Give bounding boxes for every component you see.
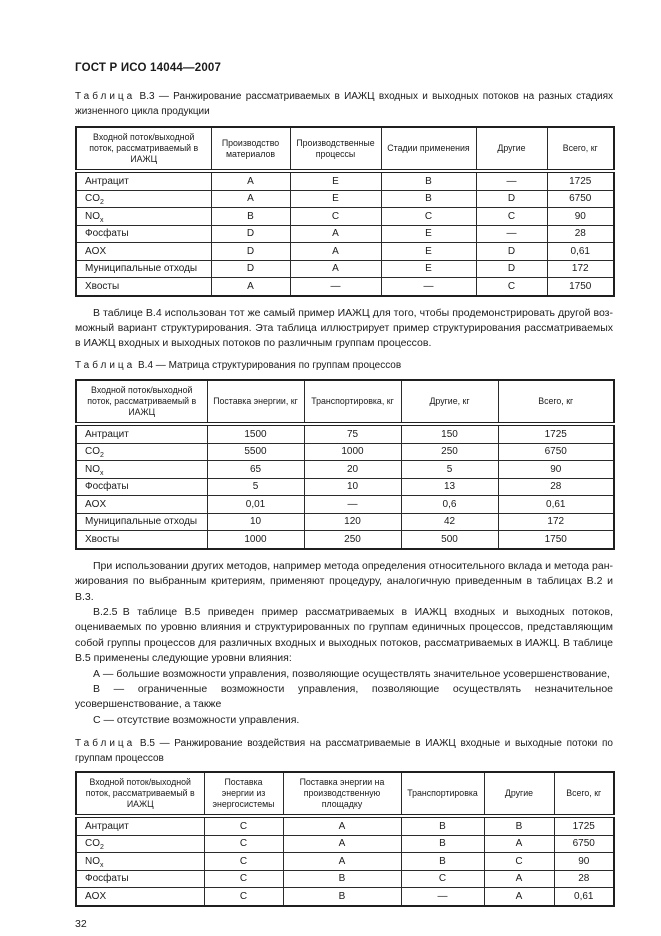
caption-text: — Матрица структурирования по группам процессов <box>155 359 402 371</box>
table-cell: E <box>290 190 381 208</box>
flow-label: $CO_2$ <box>76 443 207 461</box>
table-cell: A <box>484 888 554 906</box>
table-row <box>76 424 614 443</box>
column-header: Другие <box>476 127 547 171</box>
table-cell: E <box>381 225 476 243</box>
table-cell: 0,61 <box>547 243 614 261</box>
table-cell: A <box>211 171 290 190</box>
influence-level-a: А — большие возможности управления, позволяющие осуществлять значительное усовершенствование, <box>93 667 610 680</box>
table-cell: C <box>204 816 283 835</box>
influence-level-b: В — ограниченные возможности управления, позволяющие осуществлять незначительное усовершенствование, а также <box>75 682 613 711</box>
table-cell: D <box>476 190 547 208</box>
column-header: Всего, кг <box>498 380 614 424</box>
table-row <box>76 190 614 208</box>
table-cell: 1750 <box>547 278 614 296</box>
table-cell: D <box>211 243 290 261</box>
table-b3 <box>75 126 615 297</box>
paragraph-about-b4: В таблице В.4 использован тот же самый пример ИАЖЦ для того, чтобы продемонстрировать другой возможный вариант структурирования. Эта таблица иллюстрирует пример структурирования рассматриваемых в ИАЖЦ входных и выходных потоков по различным группам процессов. <box>75 306 613 350</box>
flow-label: AOX <box>76 496 207 514</box>
table-row <box>76 243 614 261</box>
table-row <box>76 513 614 531</box>
caption-number: В.5 <box>139 738 155 750</box>
table-cell: 172 <box>498 513 614 531</box>
flow-label: $NO_x$ <box>76 853 204 871</box>
table-row <box>76 531 614 549</box>
table-row <box>76 496 614 514</box>
table-cell: D <box>211 225 290 243</box>
page-number: 32 <box>75 917 87 930</box>
table-cell: — <box>476 171 547 190</box>
table-cell: E <box>381 243 476 261</box>
table-cell: 1725 <box>498 424 614 443</box>
caption-text: — Ранжирование воздействия на рассматриваемые в ИАЖЦ входные и выходные потоки по группам процессов <box>75 738 613 764</box>
flow-label: $CO_2$ <box>76 190 211 208</box>
flow-label: Хвосты <box>76 278 211 296</box>
table-cell: C <box>401 870 484 888</box>
table-cell: — <box>290 278 381 296</box>
table-cell: 6750 <box>547 190 614 208</box>
table-cell: A <box>211 190 290 208</box>
flow-label: AOX <box>76 888 204 906</box>
table-b4-caption <box>75 359 613 374</box>
column-header: Производственные процессы <box>290 127 381 171</box>
table-cell: 75 <box>304 424 401 443</box>
caption-word: Таблица <box>75 359 136 371</box>
table-cell: 250 <box>401 443 498 461</box>
paragraph-other-methods: При использовании других методов, например метода определения относительного вклада и метода ранжирования по выбранным критериям, применяют процедуру, аналогичную приведенным в таблицах В.2 и В.3. <box>75 559 613 603</box>
caption-number: В.4 <box>138 359 154 371</box>
table-cell: E <box>381 260 476 278</box>
flow-label: AOX <box>76 243 211 261</box>
flow-label: $NO_x$ <box>76 208 211 226</box>
table-cell: 150 <box>401 424 498 443</box>
table-cell: 5 <box>401 461 498 479</box>
table-cell: 5 <box>207 478 304 496</box>
column-header: Транспортировка <box>401 772 484 816</box>
table-row <box>76 888 614 906</box>
table-cell: 1500 <box>207 424 304 443</box>
table-cell: 42 <box>401 513 498 531</box>
column-header: Другие <box>484 772 554 816</box>
table-b3-caption <box>75 90 613 119</box>
table-cell: D <box>476 260 547 278</box>
table-cell: 6750 <box>498 443 614 461</box>
table-cell: B <box>381 190 476 208</box>
table-cell: E <box>290 171 381 190</box>
table-row <box>76 835 614 853</box>
caption-number: В.3 <box>139 91 155 102</box>
table-cell: B <box>484 816 554 835</box>
table-cell: 120 <box>304 513 401 531</box>
table-cell: 500 <box>401 531 498 549</box>
table-row <box>76 171 614 190</box>
header-row <box>76 127 614 171</box>
table-cell: C <box>290 208 381 226</box>
table-cell: B <box>401 835 484 853</box>
caption-word: Таблица <box>75 738 136 750</box>
table-cell: 0,01 <box>207 496 304 514</box>
table-cell: 90 <box>547 208 614 226</box>
table-b5 <box>75 771 615 907</box>
table-cell: 1000 <box>304 443 401 461</box>
table-cell: A <box>290 225 381 243</box>
table-cell: A <box>290 243 381 261</box>
table-cell: C <box>204 835 283 853</box>
table-cell: C <box>204 870 283 888</box>
column-header: Транспортировка, кг <box>304 380 401 424</box>
table-cell: B <box>381 171 476 190</box>
table-b4 <box>75 379 615 550</box>
table-cell: 0,61 <box>554 888 614 906</box>
table-cell: 28 <box>498 478 614 496</box>
header-row <box>76 380 614 424</box>
table-cell: A <box>211 278 290 296</box>
table-row <box>76 478 614 496</box>
table-cell: 10 <box>207 513 304 531</box>
table-cell: C <box>484 853 554 871</box>
table-row <box>76 870 614 888</box>
table-cell: 28 <box>547 225 614 243</box>
table-cell: 172 <box>547 260 614 278</box>
flow-label: Фосфаты <box>76 870 204 888</box>
caption-word: Таблица <box>75 91 136 102</box>
table-row <box>76 816 614 835</box>
table-row <box>76 208 614 226</box>
column-header: Поставка энергии из энергосистемы <box>204 772 283 816</box>
table-cell: 65 <box>207 461 304 479</box>
column-header: Поставка энергии на производственную площадку <box>283 772 401 816</box>
table-cell: C <box>204 853 283 871</box>
table-cell: 1750 <box>498 531 614 549</box>
table-row <box>76 853 614 871</box>
table-row <box>76 225 614 243</box>
column-header: Входной поток/выходной поток, рассматриваемый в ИАЖЦ <box>76 772 204 816</box>
table-cell: A <box>283 853 401 871</box>
table-row <box>76 278 614 296</box>
table-cell: B <box>401 816 484 835</box>
table-cell: — <box>476 225 547 243</box>
caption-text: — Ранжирование рассматриваемых в ИАЖЦ входных и выходных потоков на разных стадиях жизненного цикла продукции <box>75 91 614 117</box>
column-header: Входной поток/выходной поток, рассматриваемый в ИАЖЦ <box>76 127 211 171</box>
column-header: Входной поток/выходной поток, рассматриваемый в ИАЖЦ <box>76 380 207 424</box>
column-header: Всего, кг <box>547 127 614 171</box>
table-cell: A <box>283 835 401 853</box>
table-cell: A <box>484 835 554 853</box>
flow-label: Антрацит <box>76 816 204 835</box>
table-cell: D <box>211 260 290 278</box>
table-cell: B <box>401 853 484 871</box>
flow-label: Антрацит <box>76 424 207 443</box>
table-cell: B <box>283 888 401 906</box>
column-header: Производство материалов <box>211 127 290 171</box>
table-cell: 250 <box>304 531 401 549</box>
column-header: Поставка энергии, кг <box>207 380 304 424</box>
table-cell: C <box>476 208 547 226</box>
flow-label: Муниципальные отходы <box>76 260 211 278</box>
table-cell: — <box>381 278 476 296</box>
table-cell: C <box>381 208 476 226</box>
column-header: Стадии применения <box>381 127 476 171</box>
table-cell: 1000 <box>207 531 304 549</box>
table-cell: A <box>283 816 401 835</box>
table-cell: 0,6 <box>401 496 498 514</box>
table-cell: 0,61 <box>498 496 614 514</box>
header-row <box>76 772 614 816</box>
table-cell: D <box>476 243 547 261</box>
table-cell: 10 <box>304 478 401 496</box>
table-cell: — <box>304 496 401 514</box>
table-cell: 6750 <box>554 835 614 853</box>
table-cell: C <box>204 888 283 906</box>
table-row <box>76 461 614 479</box>
table-cell: 5500 <box>207 443 304 461</box>
table-cell: 90 <box>554 853 614 871</box>
table-cell: 13 <box>401 478 498 496</box>
table-cell: 1725 <box>554 816 614 835</box>
table-cell: B <box>283 870 401 888</box>
table-row <box>76 443 614 461</box>
standard-number-header: ГОСТ Р ИСО 14044—2007 <box>75 62 222 74</box>
flow-label: $NO_x$ <box>76 461 207 479</box>
flow-label: Хвосты <box>76 531 207 549</box>
paragraph-b25: В.2.5 В таблице В.5 приведен пример рассматриваемых в ИАЖЦ входных и выходных потоков, оцениваемых по уровню влияния и структурированных по группам единичных процессов, представляющим собой группы процессов для различных входных и выходных потоков, рассматриваемых в ИАЖЦ. В таблице В.5 применены следующие уровни влияния: <box>75 605 613 665</box>
column-header: Всего, кг <box>554 772 614 816</box>
table-cell: B <box>211 208 290 226</box>
table-cell: 28 <box>554 870 614 888</box>
flow-label: Муниципальные отходы <box>76 513 207 531</box>
table-cell: 1725 <box>547 171 614 190</box>
table-b5-caption <box>75 737 613 766</box>
table-cell: C <box>476 278 547 296</box>
column-header: Другие, кг <box>401 380 498 424</box>
influence-level-c: С — отсутствие возможности управления. <box>93 713 300 726</box>
flow-label: Фосфаты <box>76 225 211 243</box>
table-cell: A <box>484 870 554 888</box>
table-cell: A <box>290 260 381 278</box>
table-cell: 90 <box>498 461 614 479</box>
table-row <box>76 260 614 278</box>
flow-label: Фосфаты <box>76 478 207 496</box>
flow-label: Антрацит <box>76 171 211 190</box>
table-cell: 20 <box>304 461 401 479</box>
table-cell: — <box>401 888 484 906</box>
flow-label: $CO_2$ <box>76 835 204 853</box>
